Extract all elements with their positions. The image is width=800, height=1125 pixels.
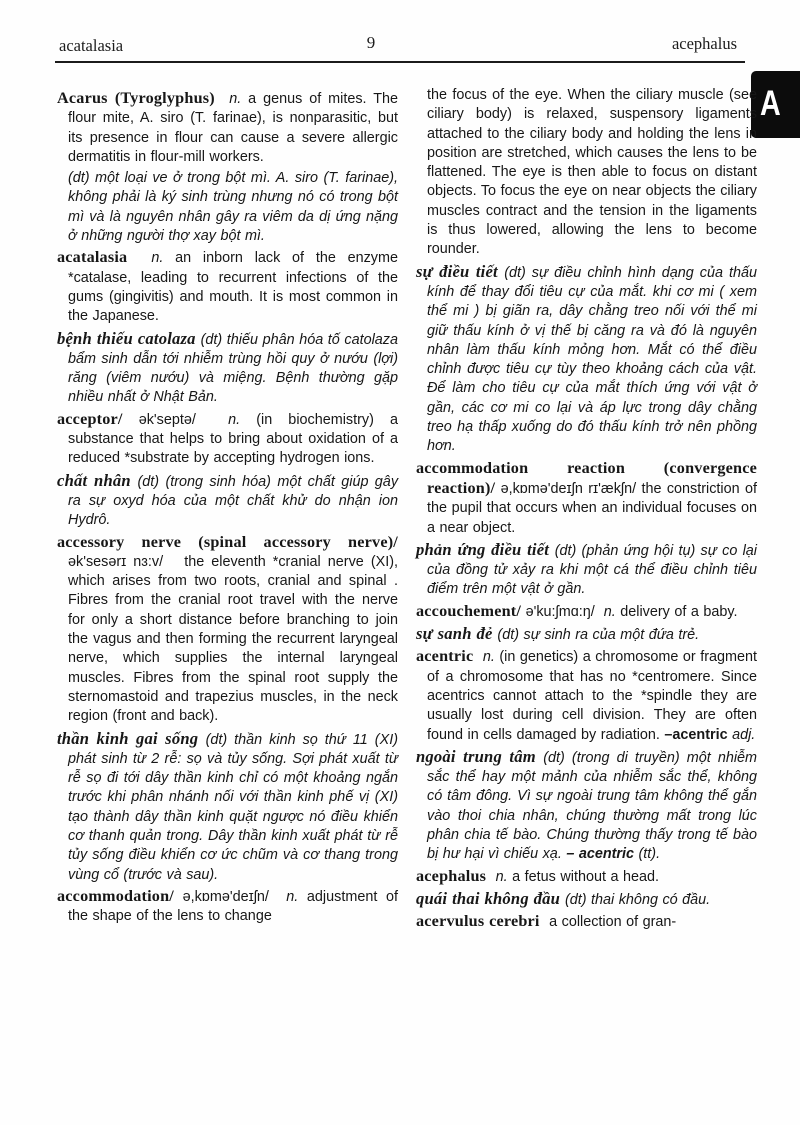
left-column [57, 89, 398, 928]
part-of-speech: n. [603, 603, 616, 620]
translation-text: (dt) một loại ve ở trong bột mì. A. siro (T. farinae), không phải là ký sinh trùng nhưng nó có trong bột mì và là nguyên nhân gây ra viêm da dị ứng nặng ở những người thợ xay bột mì. [68, 170, 398, 245]
part-of-speech: n. [151, 250, 164, 267]
definition-text: a genus of mites. The flour mite, A. siro (T. farinae), is nonparasitic, but its presence in flour can cause a severe allergic dermatitis in flour-mill workers. [68, 91, 399, 165]
definition-text: the focus of the eye. When the ciliary muscle (see ciliary body) is relaxed, suspensory ligaments attached to the ciliary body and holding the lens in position are stretched, which causes the lens to be flattened. The eye is then able to focus on distant objects. To focus the eye on near objects the ciliary muscles contract and the tension in the ligaments is thus lowered, allowing the lens to become rounder. [427, 87, 757, 258]
running-head [57, 33, 745, 58]
entry-accommodation [57, 887, 398, 927]
translation-text: (dt) (trong sinh hóa) một chất giúp gây ra sự oxyd hóa của một chất khử do nhận ion Hydrô. [68, 473, 399, 529]
entry-quai-thai-khong-dau [416, 889, 757, 910]
translation-text: (dt) thiếu phân hóa tố catolaza bẩm sinh dẫn tới nhiễm trùng hồi quy ở nướu (lợi) răng (viêm nướu) và miệng. Bệnh thường gặp nhiều nhất ở Nhật Bản. [68, 331, 398, 406]
definition-text: the constriction of the pupil that occurs when an individual focuses on a near object. [427, 480, 757, 536]
entry-ngoai-trung-tam [416, 747, 757, 865]
headword: accommodation/ [57, 886, 174, 905]
phonetic: ək'sesərɪ nɜ:v/ [68, 553, 185, 570]
headword: accommodation reaction (convergence reaction)/ [416, 458, 757, 497]
entry-acephalus [416, 867, 757, 887]
entry-acarus-vietnamese [57, 169, 398, 246]
headword: accouchement/ [416, 601, 522, 620]
entry-acervulus-cerebri [416, 912, 757, 932]
entry-than-kinh-gai-song [57, 729, 398, 885]
entry-benh-thieu-catolaza [57, 329, 398, 408]
entry-accommodation-reaction [416, 459, 757, 538]
derived-form: –acentric [664, 726, 728, 743]
entry-acatalasia [57, 248, 398, 326]
derived-form: – acentric [566, 846, 635, 863]
headword: acentric [416, 647, 483, 666]
entry-phan-ung-dieu-tiet [416, 540, 757, 600]
definition-text: (in genetics) a chromosome or fragment of a chromosome that has no *centromere. Since acentrics cannot attach to the *spindle they are usually lost during cell division. They are often found in cells damaged by radiation. [427, 649, 757, 743]
headword: phản ứng điều tiết [416, 539, 555, 559]
right-column [416, 86, 757, 934]
headword: acephalus [416, 866, 496, 885]
letter-a-icon: A [760, 84, 781, 123]
entry-su-sanh-de [416, 624, 757, 645]
translation-text: (dt) (trong di truyền) một nhiễm sắc thể hay một mảnh của nhiễm sắc thể, không có tâm đông. Vì sự ngoài trung tâm không thể gắn vào thoi chia nhân, chúng thường mất trong lúc phân chia tế bào. Chúng thường thấy trong tế bào bị hư hại vì chiếu xạ. [427, 749, 758, 863]
phonetic: ə,kɒmə'deɪʃn/ [174, 888, 287, 905]
headword: Acarus (Tyroglyphus) [57, 89, 230, 107]
header-rule [55, 61, 745, 63]
entry-acarus [57, 89, 398, 167]
translation-text: (dt) sự điều chỉnh hình dạng của thấu kính để thay đổi tiêu cự của mắt. khi cơ mi ( xem thể mi ) bị giãn ra, dây chằng treo nối với thể mi giữ thấu kính ở vị thế bị căng ra và đó là nguyên nhân làm thấu kính mỏng hơn. Mắt có thể điều chỉnh được tiêu cự tùy theo khoảng cách của vật. Để làm cho tiêu cự của mắt thích ứng với vật ở gần, các cơ mi co lại và áp lực trong dây chằng treo hạ thấp xuống do đó thấu kính trở nên phồng hơn. [427, 264, 757, 455]
headword: acervulus cerebri [416, 912, 550, 931]
headword: accessory nerve (spinal accessory nerve)/ [57, 532, 398, 551]
entry-accouchement [416, 602, 757, 622]
derived-form-pos: adj. [727, 726, 756, 743]
entry-chat-nhan [57, 471, 398, 531]
headword: quái thai không đầu [416, 888, 565, 908]
part-of-speech: n. [482, 649, 495, 666]
part-of-speech: n. [286, 888, 299, 905]
entry-su-dieu-tiet [416, 262, 757, 457]
translation-text: (dt) (phản ứng hội tụ) sự co lại của đồng tử xảy ra khi một cá thể điều chỉnh tiêu điểm trên một vật ở gần. [427, 542, 758, 598]
derived-form-pos: (tt). [634, 846, 661, 863]
headword: acatalasia [57, 248, 152, 267]
headword: bệnh thiếu catolaza [57, 328, 201, 348]
running-head-first-word: acatalasia [59, 36, 124, 55]
headword: sự sanh đẻ [416, 624, 498, 644]
entry-acentric [416, 647, 757, 744]
entry-accessory-nerve [57, 533, 398, 727]
definition-text: adjustment of the shape of the lens to change [68, 888, 398, 925]
definition-text: a fetus without a head. [507, 868, 659, 885]
headword: acceptor/ [57, 409, 123, 428]
part-of-speech: n. [228, 411, 241, 428]
part-of-speech: n. [495, 868, 508, 885]
definition-text: the eleventh *cranial nerve (XI), which arises from two roots, cranial and spinal . Fibres from the cranial root travel with the nerve for only a short distance before branching to join the vagus and then forming the recurrent laryngeal nerve, which supplies the internal laryngeal muscles. Fibres from the spinal root supply the sternomastoid and trapezius muscles, in the neck region (front and back). [68, 553, 398, 725]
definition-text: delivery of a baby. [615, 603, 738, 620]
running-head-last-word: acephalus [671, 34, 737, 53]
definition-text: (in biochemistry) a substance that helps to bring about oxidation of a reduced *substrate by accepting hydrogen ions. [68, 411, 398, 467]
definition-text: a collection of gran- [549, 914, 677, 931]
translation-text: (dt) thai không có đầu. [564, 891, 711, 908]
phonetic: ə,kɒmə'deɪʃn rɪ'ækʃn/ [495, 480, 642, 497]
phonetic: ək'septə/ [122, 411, 229, 428]
thumb-index-tab-A [751, 71, 800, 138]
translation-text: (dt) sự sinh ra của một đứa trẻ. [497, 627, 700, 644]
translation-text: (dt) thần kinh sọ thứ 11 (XI) phát sinh từ 2 rễ: sọ và tủy sống. Sợi phát xuất từ rễ sọ đi tới dây thần kinh chỉ có một khoảng ngắn trước khi phân nhánh nối với thần kinh phế vị (XI) tạo thành dây thần kinh quặt ngược nó điều khiển cơ thanh quản trong. Dây thần kinh xuất phát từ rễ tủy sống điều khiển cơ ức chũm và cơ thang trong vùng cổ (trước và sau). [68, 731, 398, 883]
entry-acceptor [57, 410, 398, 469]
definition-text: an inborn lack of the enzyme *catalase, leading to recurrent infections of the gums (gingivitis) and mouth. It is most common in the Japanese. [68, 250, 398, 325]
page-number: 9 [366, 33, 376, 52]
headword: thần kinh gai sống [57, 728, 206, 748]
entry-accommodation-continuation [416, 86, 757, 260]
phonetic: ə'ku:ʃmɑ:ŋ/ [521, 603, 604, 620]
part-of-speech: n. [229, 91, 242, 107]
headword: sự điều tiết [416, 261, 505, 281]
headword: chất nhân [57, 470, 138, 490]
headword: ngoài trung tâm [416, 746, 544, 766]
